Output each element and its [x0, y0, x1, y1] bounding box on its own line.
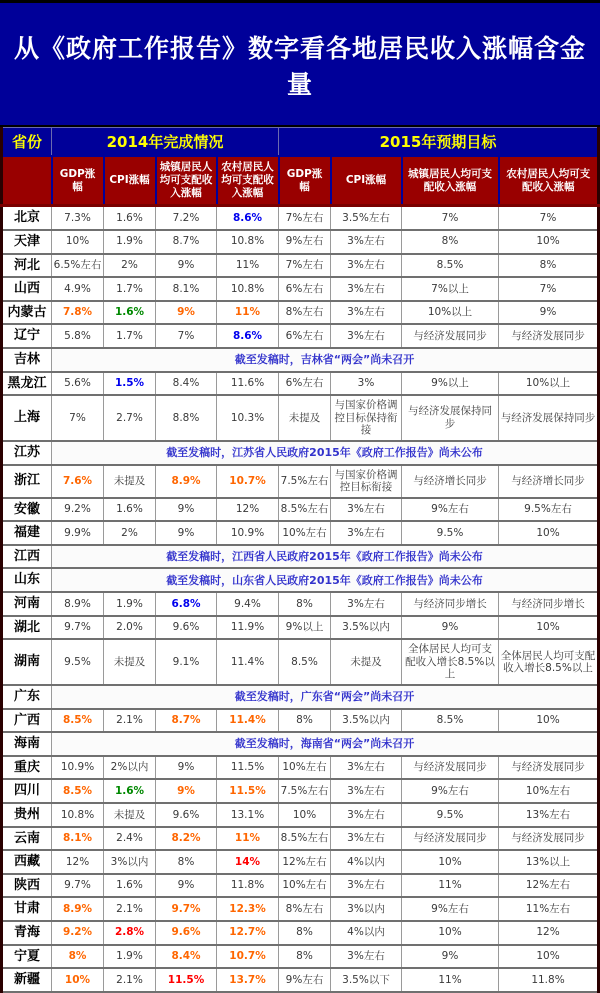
- value-cell: 未提及: [104, 639, 156, 685]
- value-cell: 11%: [217, 254, 279, 278]
- value-cell: 6.5%左右: [52, 254, 104, 278]
- value-cell: 2.1%: [104, 968, 156, 992]
- table-row: [2, 372, 599, 396]
- col-group-province: 省份: [2, 128, 52, 157]
- pending-note: 截至发稿时，吉林省“两会”尚未召开: [52, 348, 599, 372]
- value-cell: 6%左右: [279, 372, 331, 396]
- value-cell: 11%: [402, 874, 499, 898]
- value-cell: 9.7%: [156, 897, 217, 921]
- value-cell: 3%以内: [104, 850, 156, 874]
- value-cell: 9%左右: [402, 897, 499, 921]
- sub-header-gdp-2014: GDP涨幅: [52, 156, 104, 206]
- value-cell: 8.6%: [217, 324, 279, 348]
- value-cell: 13.1%: [217, 803, 279, 827]
- value-cell: 10%左右: [279, 756, 331, 780]
- value-cell: 3%左右: [331, 498, 402, 522]
- value-cell: 3.5%左右: [331, 206, 402, 230]
- value-cell: 与经济同步增长: [499, 592, 599, 616]
- value-cell: 8.1%: [52, 827, 104, 851]
- value-cell: 9.5%: [402, 521, 499, 545]
- table-row: [2, 592, 599, 616]
- sub-header-rural-2015: 农村居民人均可支配收入涨幅: [499, 156, 599, 206]
- province-name: 福建: [2, 521, 52, 545]
- value-cell: 9%: [156, 498, 217, 522]
- province-name: 浙江: [2, 465, 52, 498]
- province-name: 广西: [2, 709, 52, 733]
- value-cell: 10.8%: [52, 803, 104, 827]
- table-row: [2, 756, 599, 780]
- value-cell: 5.6%: [52, 372, 104, 396]
- value-cell: 13%左右: [499, 803, 599, 827]
- value-cell: 2.4%: [104, 827, 156, 851]
- value-cell: 9.1%: [156, 639, 217, 685]
- value-cell: 3%左右: [331, 254, 402, 278]
- value-cell: 与经济发展保持同步: [402, 395, 499, 441]
- pending-note: 截至发稿时，江西省人民政府2015年《政府工作报告》尚未公布: [52, 545, 599, 569]
- value-cell: 9.6%: [156, 921, 217, 945]
- group-header-row: [2, 128, 599, 157]
- value-cell: 9.5%: [52, 639, 104, 685]
- value-cell: 11.4%: [217, 709, 279, 733]
- value-cell: 1.9%: [104, 230, 156, 254]
- value-cell: 9.5%: [402, 803, 499, 827]
- value-cell: 1.9%: [104, 945, 156, 969]
- value-cell: 10%: [402, 850, 499, 874]
- sub-header-urban-2015: 城镇居民人均可支配收入涨幅: [402, 156, 499, 206]
- value-cell: 8%: [499, 254, 599, 278]
- province-name: 吉林: [2, 348, 52, 372]
- table-row: [2, 545, 599, 569]
- value-cell: 与国家价格调控目标保持衔接: [331, 395, 402, 441]
- table-row: [2, 897, 599, 921]
- value-cell: 与国家价格调控目标衔接: [331, 465, 402, 498]
- sub-header-cpi-2015: CPI涨幅: [331, 156, 402, 206]
- value-cell: 11.5%: [217, 779, 279, 803]
- value-cell: 2.0%: [104, 616, 156, 640]
- income-table: [0, 127, 600, 993]
- province-name: 辽宁: [2, 324, 52, 348]
- table-row: [2, 465, 599, 498]
- value-cell: 11.8%: [499, 968, 599, 992]
- value-cell: 11.8%: [217, 874, 279, 898]
- value-cell: 12%左右: [499, 874, 599, 898]
- value-cell: 2.1%: [104, 709, 156, 733]
- value-cell: 9.7%: [52, 616, 104, 640]
- value-cell: 与经济发展同步: [499, 324, 599, 348]
- value-cell: 11.5%: [217, 756, 279, 780]
- value-cell: 未提及: [279, 395, 331, 441]
- value-cell: 8.1%: [156, 277, 217, 301]
- value-cell: 10.7%: [217, 945, 279, 969]
- value-cell: 5.8%: [52, 324, 104, 348]
- value-cell: 9%以上: [279, 616, 331, 640]
- value-cell: 9%: [156, 756, 217, 780]
- value-cell: 3.5%以内: [331, 709, 402, 733]
- value-cell: 8%左右: [279, 301, 331, 325]
- table-row: [2, 521, 599, 545]
- province-name: 河北: [2, 254, 52, 278]
- value-cell: 12%左右: [279, 850, 331, 874]
- value-cell: 7%: [52, 395, 104, 441]
- value-cell: 9%: [156, 254, 217, 278]
- value-cell: 与经济发展同步: [402, 324, 499, 348]
- table-row: [2, 803, 599, 827]
- table-row: [2, 348, 599, 372]
- province-name: 上海: [2, 395, 52, 441]
- value-cell: 10%以上: [499, 372, 599, 396]
- value-cell: 1.9%: [104, 592, 156, 616]
- value-cell: 与经济发展同步: [402, 756, 499, 780]
- value-cell: 1.6%: [104, 874, 156, 898]
- value-cell: 9%左右: [279, 230, 331, 254]
- value-cell: 10%: [499, 709, 599, 733]
- value-cell: 10%: [279, 803, 331, 827]
- value-cell: 与经济同步增长: [402, 592, 499, 616]
- province-name: 甘肃: [2, 897, 52, 921]
- value-cell: 10%: [52, 968, 104, 992]
- value-cell: 7.2%: [156, 206, 217, 230]
- value-cell: 7%: [499, 277, 599, 301]
- table-row: [2, 498, 599, 522]
- value-cell: 9.4%: [217, 592, 279, 616]
- value-cell: 3%左右: [331, 779, 402, 803]
- value-cell: 2.8%: [104, 921, 156, 945]
- value-cell: 与经济发展同步: [499, 756, 599, 780]
- province-name: 新疆: [2, 968, 52, 992]
- value-cell: 2%: [104, 521, 156, 545]
- pending-note: 截至发稿时，山东省人民政府2015年《政府工作报告》尚未公布: [52, 568, 599, 592]
- value-cell: 11%: [402, 968, 499, 992]
- value-cell: 9%: [156, 874, 217, 898]
- table-row: [2, 685, 599, 709]
- value-cell: 3%左右: [331, 827, 402, 851]
- province-name: 西藏: [2, 850, 52, 874]
- province-name: 天津: [2, 230, 52, 254]
- value-cell: 8.9%: [52, 897, 104, 921]
- table-row: [2, 709, 599, 733]
- value-cell: 3%左右: [331, 803, 402, 827]
- table-row: [2, 850, 599, 874]
- value-cell: 8%: [52, 945, 104, 969]
- value-cell: 3%左右: [331, 756, 402, 780]
- value-cell: 4.9%: [52, 277, 104, 301]
- value-cell: 9.9%: [52, 521, 104, 545]
- value-cell: 8.5%: [279, 639, 331, 685]
- value-cell: 9%: [156, 301, 217, 325]
- value-cell: 10%: [499, 521, 599, 545]
- province-name: 湖南: [2, 639, 52, 685]
- value-cell: 14%: [217, 850, 279, 874]
- table-row: [2, 395, 599, 441]
- value-cell: 7.5%左右: [279, 465, 331, 498]
- value-cell: 9.7%: [52, 874, 104, 898]
- value-cell: 10%: [499, 945, 599, 969]
- value-cell: 2%以内: [104, 756, 156, 780]
- value-cell: 12%: [499, 921, 599, 945]
- value-cell: 9%以上: [402, 372, 499, 396]
- province-name: 陕西: [2, 874, 52, 898]
- value-cell: 9%: [402, 616, 499, 640]
- value-cell: 3%左右: [331, 592, 402, 616]
- value-cell: 1.5%: [104, 372, 156, 396]
- value-cell: 1.6%: [104, 206, 156, 230]
- value-cell: 13.7%: [217, 968, 279, 992]
- value-cell: 13%以上: [499, 850, 599, 874]
- value-cell: 10.8%: [217, 230, 279, 254]
- value-cell: 9%: [156, 521, 217, 545]
- value-cell: 9%左右: [279, 968, 331, 992]
- table-row: [2, 254, 599, 278]
- pending-note: 截至发稿时，海南省“两会”尚未召开: [52, 732, 599, 756]
- value-cell: 11.4%: [217, 639, 279, 685]
- value-cell: 8.4%: [156, 372, 217, 396]
- province-name: 湖北: [2, 616, 52, 640]
- table-row: [2, 324, 599, 348]
- value-cell: 与经济发展同步: [402, 827, 499, 851]
- value-cell: 4%以内: [331, 921, 402, 945]
- value-cell: 与经济发展保持同步: [499, 395, 599, 441]
- value-cell: 9.6%: [156, 803, 217, 827]
- value-cell: 6%左右: [279, 277, 331, 301]
- sub-header-empty: [2, 156, 52, 206]
- value-cell: 10%: [52, 230, 104, 254]
- value-cell: 10.9%: [217, 521, 279, 545]
- value-cell: 12%: [217, 498, 279, 522]
- sub-header-urban-2014: 城镇居民人均可支配收入涨幅: [156, 156, 217, 206]
- value-cell: 10%左右: [499, 779, 599, 803]
- value-cell: 10%左右: [279, 521, 331, 545]
- value-cell: 7%左右: [279, 206, 331, 230]
- value-cell: 12.7%: [217, 921, 279, 945]
- sub-header-cpi-2014: CPI涨幅: [104, 156, 156, 206]
- value-cell: 10%: [499, 230, 599, 254]
- value-cell: 3%左右: [331, 874, 402, 898]
- province-name: 黑龙江: [2, 372, 52, 396]
- value-cell: 7%: [499, 206, 599, 230]
- value-cell: 与经济增长同步: [402, 465, 499, 498]
- value-cell: 9.2%: [52, 498, 104, 522]
- value-cell: 3.5%以下: [331, 968, 402, 992]
- province-name: 贵州: [2, 803, 52, 827]
- value-cell: 1.7%: [104, 277, 156, 301]
- table-row: [2, 206, 599, 230]
- value-cell: 8.5%: [52, 779, 104, 803]
- value-cell: 11.9%: [217, 616, 279, 640]
- value-cell: 10.7%: [217, 465, 279, 498]
- value-cell: 7.5%左右: [279, 779, 331, 803]
- value-cell: 3.5%以内: [331, 616, 402, 640]
- province-name: 海南: [2, 732, 52, 756]
- province-name: 宁夏: [2, 945, 52, 969]
- value-cell: 12%: [52, 850, 104, 874]
- value-cell: 8%: [156, 850, 217, 874]
- value-cell: 9.6%: [156, 616, 217, 640]
- value-cell: 与经济发展同步: [499, 827, 599, 851]
- province-name: 青海: [2, 921, 52, 945]
- value-cell: 3%: [331, 372, 402, 396]
- value-cell: 2.1%: [104, 897, 156, 921]
- province-name: 云南: [2, 827, 52, 851]
- col-group-2014: 2014年完成情况: [52, 128, 279, 157]
- province-name: 北京: [2, 206, 52, 230]
- value-cell: 10.8%: [217, 277, 279, 301]
- value-cell: 8.5%: [402, 254, 499, 278]
- table-row: [2, 732, 599, 756]
- value-cell: 8%: [402, 230, 499, 254]
- table-row: [2, 921, 599, 945]
- table-row: [2, 945, 599, 969]
- value-cell: 4%以内: [331, 850, 402, 874]
- value-cell: 7.6%: [52, 465, 104, 498]
- value-cell: 7%: [402, 206, 499, 230]
- province-name: 四川: [2, 779, 52, 803]
- value-cell: 6.8%: [156, 592, 217, 616]
- value-cell: 8.6%: [217, 206, 279, 230]
- value-cell: 3%左右: [331, 324, 402, 348]
- value-cell: 2%: [104, 254, 156, 278]
- table-row: [2, 874, 599, 898]
- value-cell: 1.6%: [104, 498, 156, 522]
- province-name: 山西: [2, 277, 52, 301]
- value-cell: 10%: [499, 616, 599, 640]
- value-cell: 8.9%: [156, 465, 217, 498]
- value-cell: 8.5%: [52, 709, 104, 733]
- province-name: 河南: [2, 592, 52, 616]
- table-row: [2, 639, 599, 685]
- province-name: 内蒙古: [2, 301, 52, 325]
- value-cell: 1.7%: [104, 324, 156, 348]
- value-cell: 9%: [499, 301, 599, 325]
- table-row: [2, 230, 599, 254]
- value-cell: 9%: [402, 945, 499, 969]
- sub-header-gdp-2015: GDP涨幅: [279, 156, 331, 206]
- value-cell: 8%: [279, 709, 331, 733]
- value-cell: 9%左右: [402, 498, 499, 522]
- col-group-2015: 2015年预期目标: [279, 128, 599, 157]
- value-cell: 未提及: [104, 803, 156, 827]
- table-row: [2, 779, 599, 803]
- value-cell: 11.5%: [156, 968, 217, 992]
- value-cell: 11.6%: [217, 372, 279, 396]
- pending-note: 截至发稿时，广东省“两会”尚未召开: [52, 685, 599, 709]
- value-cell: 8.5%左右: [279, 827, 331, 851]
- value-cell: 3%左右: [331, 277, 402, 301]
- value-cell: 7.8%: [52, 301, 104, 325]
- value-cell: 8.4%: [156, 945, 217, 969]
- value-cell: 11%: [217, 301, 279, 325]
- value-cell: 1.6%: [104, 779, 156, 803]
- province-name: 重庆: [2, 756, 52, 780]
- value-cell: 6%左右: [279, 324, 331, 348]
- value-cell: 9%: [156, 779, 217, 803]
- pending-note: 截至发稿时，江苏省人民政府2015年《政府工作报告》尚未公布: [52, 441, 599, 465]
- value-cell: 1.6%: [104, 301, 156, 325]
- sub-header-rural-2014: 农村居民人均可支配收入涨幅: [217, 156, 279, 206]
- table-row: [2, 827, 599, 851]
- value-cell: 8%: [279, 945, 331, 969]
- table-row: [2, 301, 599, 325]
- value-cell: 未提及: [331, 639, 402, 685]
- sub-header-row: [2, 156, 599, 206]
- value-cell: 8.5%: [402, 709, 499, 733]
- province-name: 江苏: [2, 441, 52, 465]
- province-name: 安徽: [2, 498, 52, 522]
- page-title: 从《政府工作报告》数字看各地居民收入涨幅含金量: [0, 3, 600, 127]
- value-cell: 8%: [279, 921, 331, 945]
- value-cell: 8.9%: [52, 592, 104, 616]
- value-cell: 3%左右: [331, 301, 402, 325]
- value-cell: 3%左右: [331, 521, 402, 545]
- value-cell: 8.7%: [156, 709, 217, 733]
- province-name: 广东: [2, 685, 52, 709]
- value-cell: 11%: [217, 827, 279, 851]
- value-cell: 9.2%: [52, 921, 104, 945]
- value-cell: 7%左右: [279, 254, 331, 278]
- value-cell: 8.8%: [156, 395, 217, 441]
- value-cell: 全体居民人均可支配收入增长8.5%以上: [402, 639, 499, 685]
- value-cell: 7%以上: [402, 277, 499, 301]
- value-cell: 10%左右: [279, 874, 331, 898]
- table-row: [2, 568, 599, 592]
- value-cell: 10.9%: [52, 756, 104, 780]
- value-cell: 8.5%左右: [279, 498, 331, 522]
- value-cell: 12.3%: [217, 897, 279, 921]
- province-name: 江西: [2, 545, 52, 569]
- value-cell: 全体居民人均可支配收入增长8.5%以上: [499, 639, 599, 685]
- province-name: 山东: [2, 568, 52, 592]
- value-cell: 8%左右: [279, 897, 331, 921]
- value-cell: 2.7%: [104, 395, 156, 441]
- value-cell: 7.3%: [52, 206, 104, 230]
- table-row: [2, 616, 599, 640]
- table-row: [2, 441, 599, 465]
- value-cell: 3%左右: [331, 230, 402, 254]
- value-cell: 8.7%: [156, 230, 217, 254]
- value-cell: 10%以上: [402, 301, 499, 325]
- value-cell: 8%: [279, 592, 331, 616]
- value-cell: 10%: [402, 921, 499, 945]
- value-cell: 3%以内: [331, 897, 402, 921]
- value-cell: 9.5%左右: [499, 498, 599, 522]
- value-cell: 10.3%: [217, 395, 279, 441]
- value-cell: 9%左右: [402, 779, 499, 803]
- table-row: [2, 277, 599, 301]
- value-cell: 8.2%: [156, 827, 217, 851]
- table-row: [2, 968, 599, 992]
- value-cell: 未提及: [104, 465, 156, 498]
- value-cell: 与经济增长同步: [499, 465, 599, 498]
- value-cell: 7%: [156, 324, 217, 348]
- value-cell: 11%左右: [499, 897, 599, 921]
- value-cell: 3%左右: [331, 945, 402, 969]
